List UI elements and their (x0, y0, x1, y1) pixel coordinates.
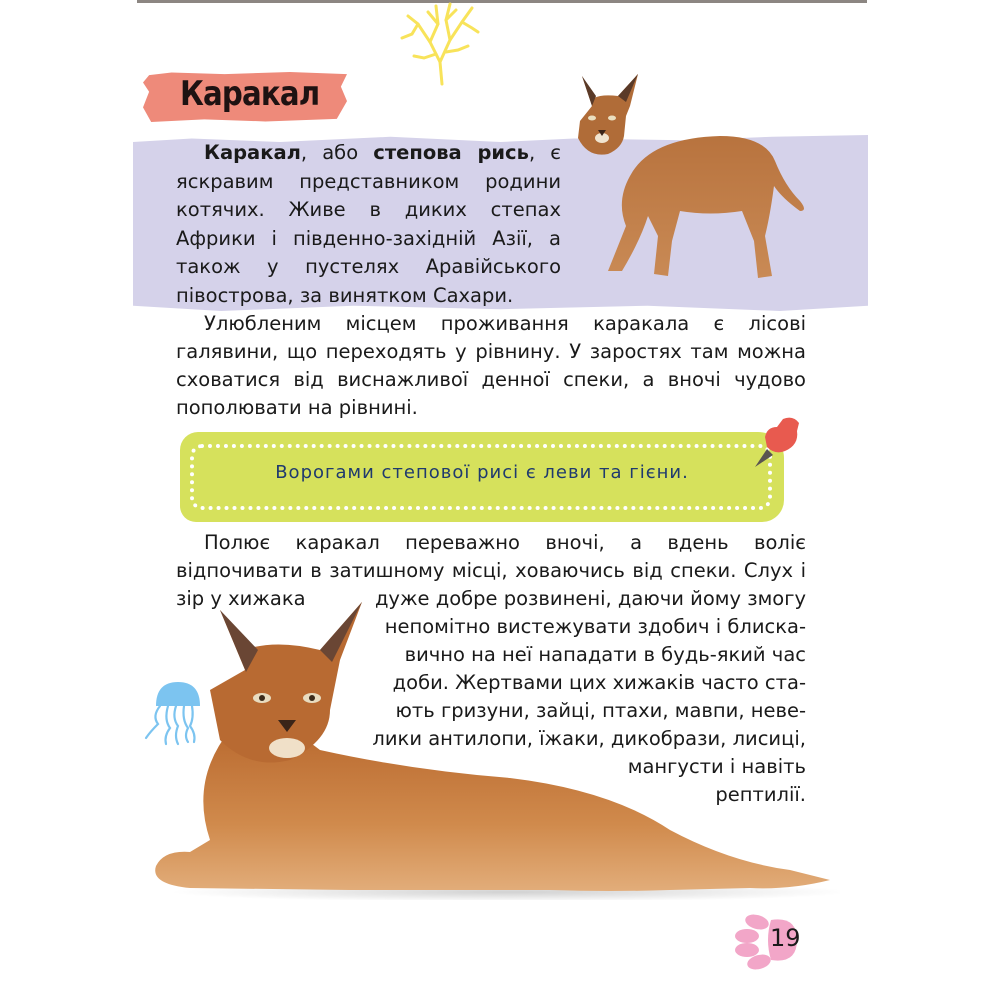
top-border-line (137, 0, 867, 3)
caracal-lying-image (150, 600, 840, 900)
fact-note-text: Ворогами степової рисі є леви та гієни. (275, 462, 689, 483)
coral-icon (400, 2, 480, 86)
page-title: Каракал (180, 74, 320, 114)
fact-note-box (180, 432, 784, 522)
pushpin-icon (745, 415, 805, 475)
intro-bold-term: Каракал (204, 141, 301, 164)
hunting-paragraph-rest: дуже добре розвинені, даючи йому змогу непомітно вистежувати здобич і блиска- вично на неї нападати в будь-який час доби. Жертвами цих хижаків часто ста- ють гризуни, зайці, птахи, мавпи, неве- лики антилопи, їжаки, дикобрази, лисиці, мангусти і навіть рептилії. (372, 587, 806, 806)
intro-paragraph: Каракал, або степова рись, є яскравим представником родини котячих. Живе в диких степах Африки і південно-західній Азії, а також у пустелях Аравійського півострова, за винятком Сахари. (176, 141, 561, 307)
intro-bold-alias: степова рись (373, 141, 529, 164)
hunting-paragraph-top: Полює каракал переважно вночі, а вдень воліє відпочивати в затишному місці, ховаючись від спеки. Слух і зір у хижака (176, 531, 806, 610)
caracal-standing-image (560, 66, 820, 286)
page-number: 19 (770, 924, 801, 952)
habitat-paragraph: Улюбленим місцем проживання каракала є лісові галявини, що переходять у рівнину. У заростях там можна сховатися від виснажливої денної спеки, а вночі чудово пополювати на рівнині. (176, 312, 806, 419)
